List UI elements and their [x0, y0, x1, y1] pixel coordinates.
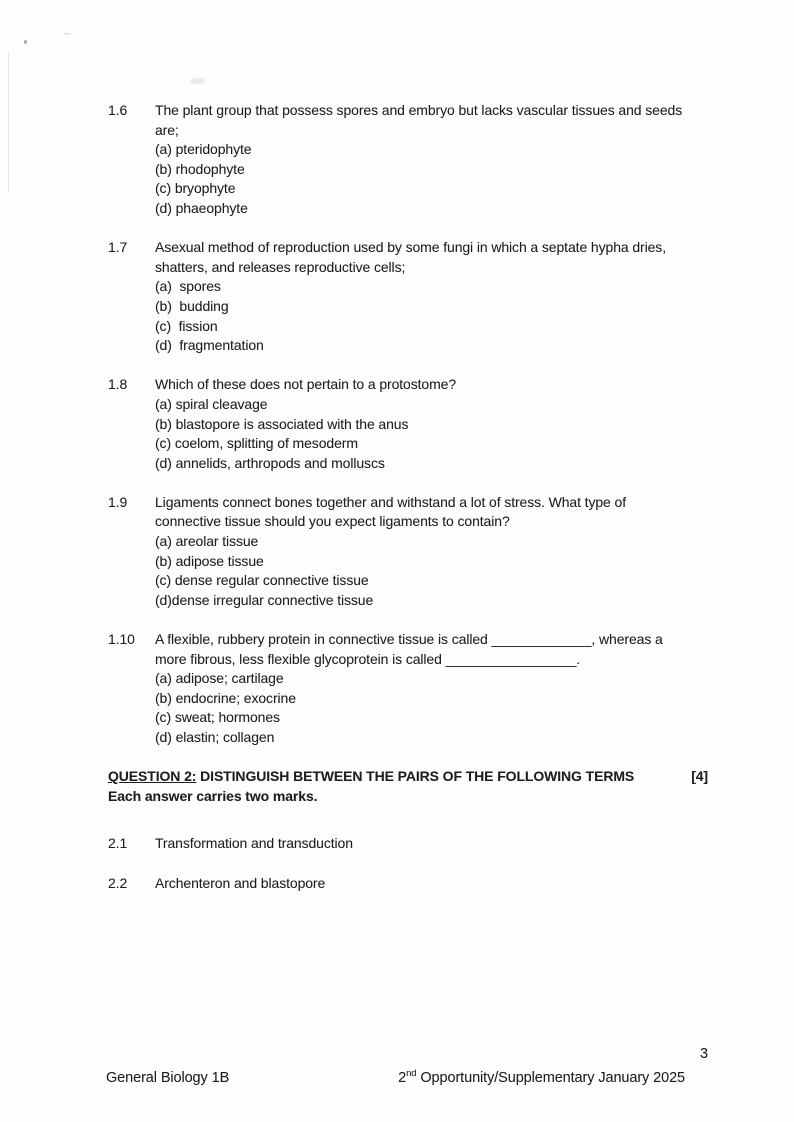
footer-course-title: General Biology 1B [106, 1070, 230, 1086]
section2-heading-text [108, 767, 634, 787]
question-body [155, 493, 708, 611]
question-body [155, 101, 708, 219]
option-a: (a) adipose; cartilage [155, 670, 284, 687]
question-number: 1.8 [108, 376, 128, 393]
item-text: Transformation and transduction [155, 835, 353, 852]
option-d: (d) phaeophyte [155, 199, 248, 216]
question-line: Asexual method of reproduction used by some fungi in which a septate hypha dries, [155, 239, 666, 256]
question-body [155, 375, 708, 473]
question-line: more fibrous, less flexible glycoprotein is called _________________. [155, 650, 581, 667]
marks-badge: [4] [691, 768, 708, 785]
option-b: (b) adipose tissue [155, 552, 264, 569]
question-number: 1.7 [108, 239, 128, 256]
option-d: (d) elastin; collagen [155, 729, 275, 745]
scan-artifact-line [8, 52, 9, 192]
question-body [155, 630, 708, 748]
question-line: Ligaments connect bones together and withstand a lot of stress. What type of [155, 493, 627, 510]
question-1-9 [108, 493, 708, 611]
option-b: (b) budding [155, 297, 229, 314]
question-line: A flexible, rubbery protein in connective tissue is called _____________, whereas a [155, 631, 663, 648]
option-c: (c) dense regular connective tissue [155, 572, 369, 589]
item-number: 2.2 [108, 874, 128, 891]
scan-artifact-dot [24, 40, 27, 44]
question-1-7 [108, 238, 708, 356]
footer-session-number: 2 [398, 1070, 407, 1086]
option-b: (b) blastopore is associated with the anus [155, 415, 409, 432]
scan-artifact-smudge [190, 78, 206, 84]
section2-heading-label: QUESTION 2: [108, 768, 197, 785]
option-c: (c) sweat; hormones [155, 709, 280, 726]
question-line: connective tissue should you expect ligaments to contain? [155, 513, 510, 530]
section2-heading-rest: DISTINGUISH BETWEEN THE PAIRS OF THE FOLLOWING TERMS [196, 768, 635, 785]
option-d: (d) annelids, arthropods and molluscs [155, 454, 385, 471]
item-2-1 [108, 834, 708, 854]
section2-heading [108, 767, 708, 787]
footer-session-text: Opportunity/Supplementary January 2025 [416, 1070, 685, 1086]
scan-artifact-tilde [62, 33, 72, 37]
question-line: are; [155, 121, 179, 138]
question-1-10 [108, 630, 708, 748]
footer-session-ordinal: nd [406, 1068, 417, 1080]
page-number: 3 [700, 1046, 708, 1062]
item-text: Archenteron and blastopore [155, 874, 326, 891]
page-content [108, 101, 708, 893]
option-b: (b) rhodophyte [155, 160, 245, 177]
option-d: (d) fragmentation [155, 337, 264, 354]
question-line: Which of these does not pertain to a protostome? [155, 376, 457, 393]
option-a: (a) spores [155, 278, 221, 295]
question-line: shatters, and releases reproductive cells; [155, 258, 406, 275]
question-number: 1.6 [108, 102, 128, 118]
item-number: 2.1 [108, 835, 128, 852]
option-c: (c) fission [155, 317, 218, 334]
section2-subheading: Each answer carries two marks. [108, 787, 318, 804]
item-2-2 [108, 874, 708, 894]
page-footer [106, 1069, 685, 1089]
option-d: (d)dense irregular connective tissue [155, 591, 374, 608]
question-body [155, 238, 708, 356]
question-1-6 [108, 101, 708, 219]
question-line: The plant group that possess spores and embryo but lacks vascular tissues and seeds [155, 102, 683, 118]
option-a: (a) pteridophyte [155, 141, 252, 158]
option-c: (c) bryophyte [155, 180, 236, 197]
question-number: 1.9 [108, 493, 128, 510]
question-1-8 [108, 375, 708, 473]
option-b: (b) endocrine; exocrine [155, 689, 296, 706]
option-c: (c) coelom, splitting of mesoderm [155, 435, 358, 452]
option-a: (a) spiral cleavage [155, 395, 268, 412]
option-a: (a) areolar tissue [155, 533, 259, 550]
question-number: 1.10 [108, 631, 135, 648]
footer-exam-session [398, 1069, 685, 1089]
